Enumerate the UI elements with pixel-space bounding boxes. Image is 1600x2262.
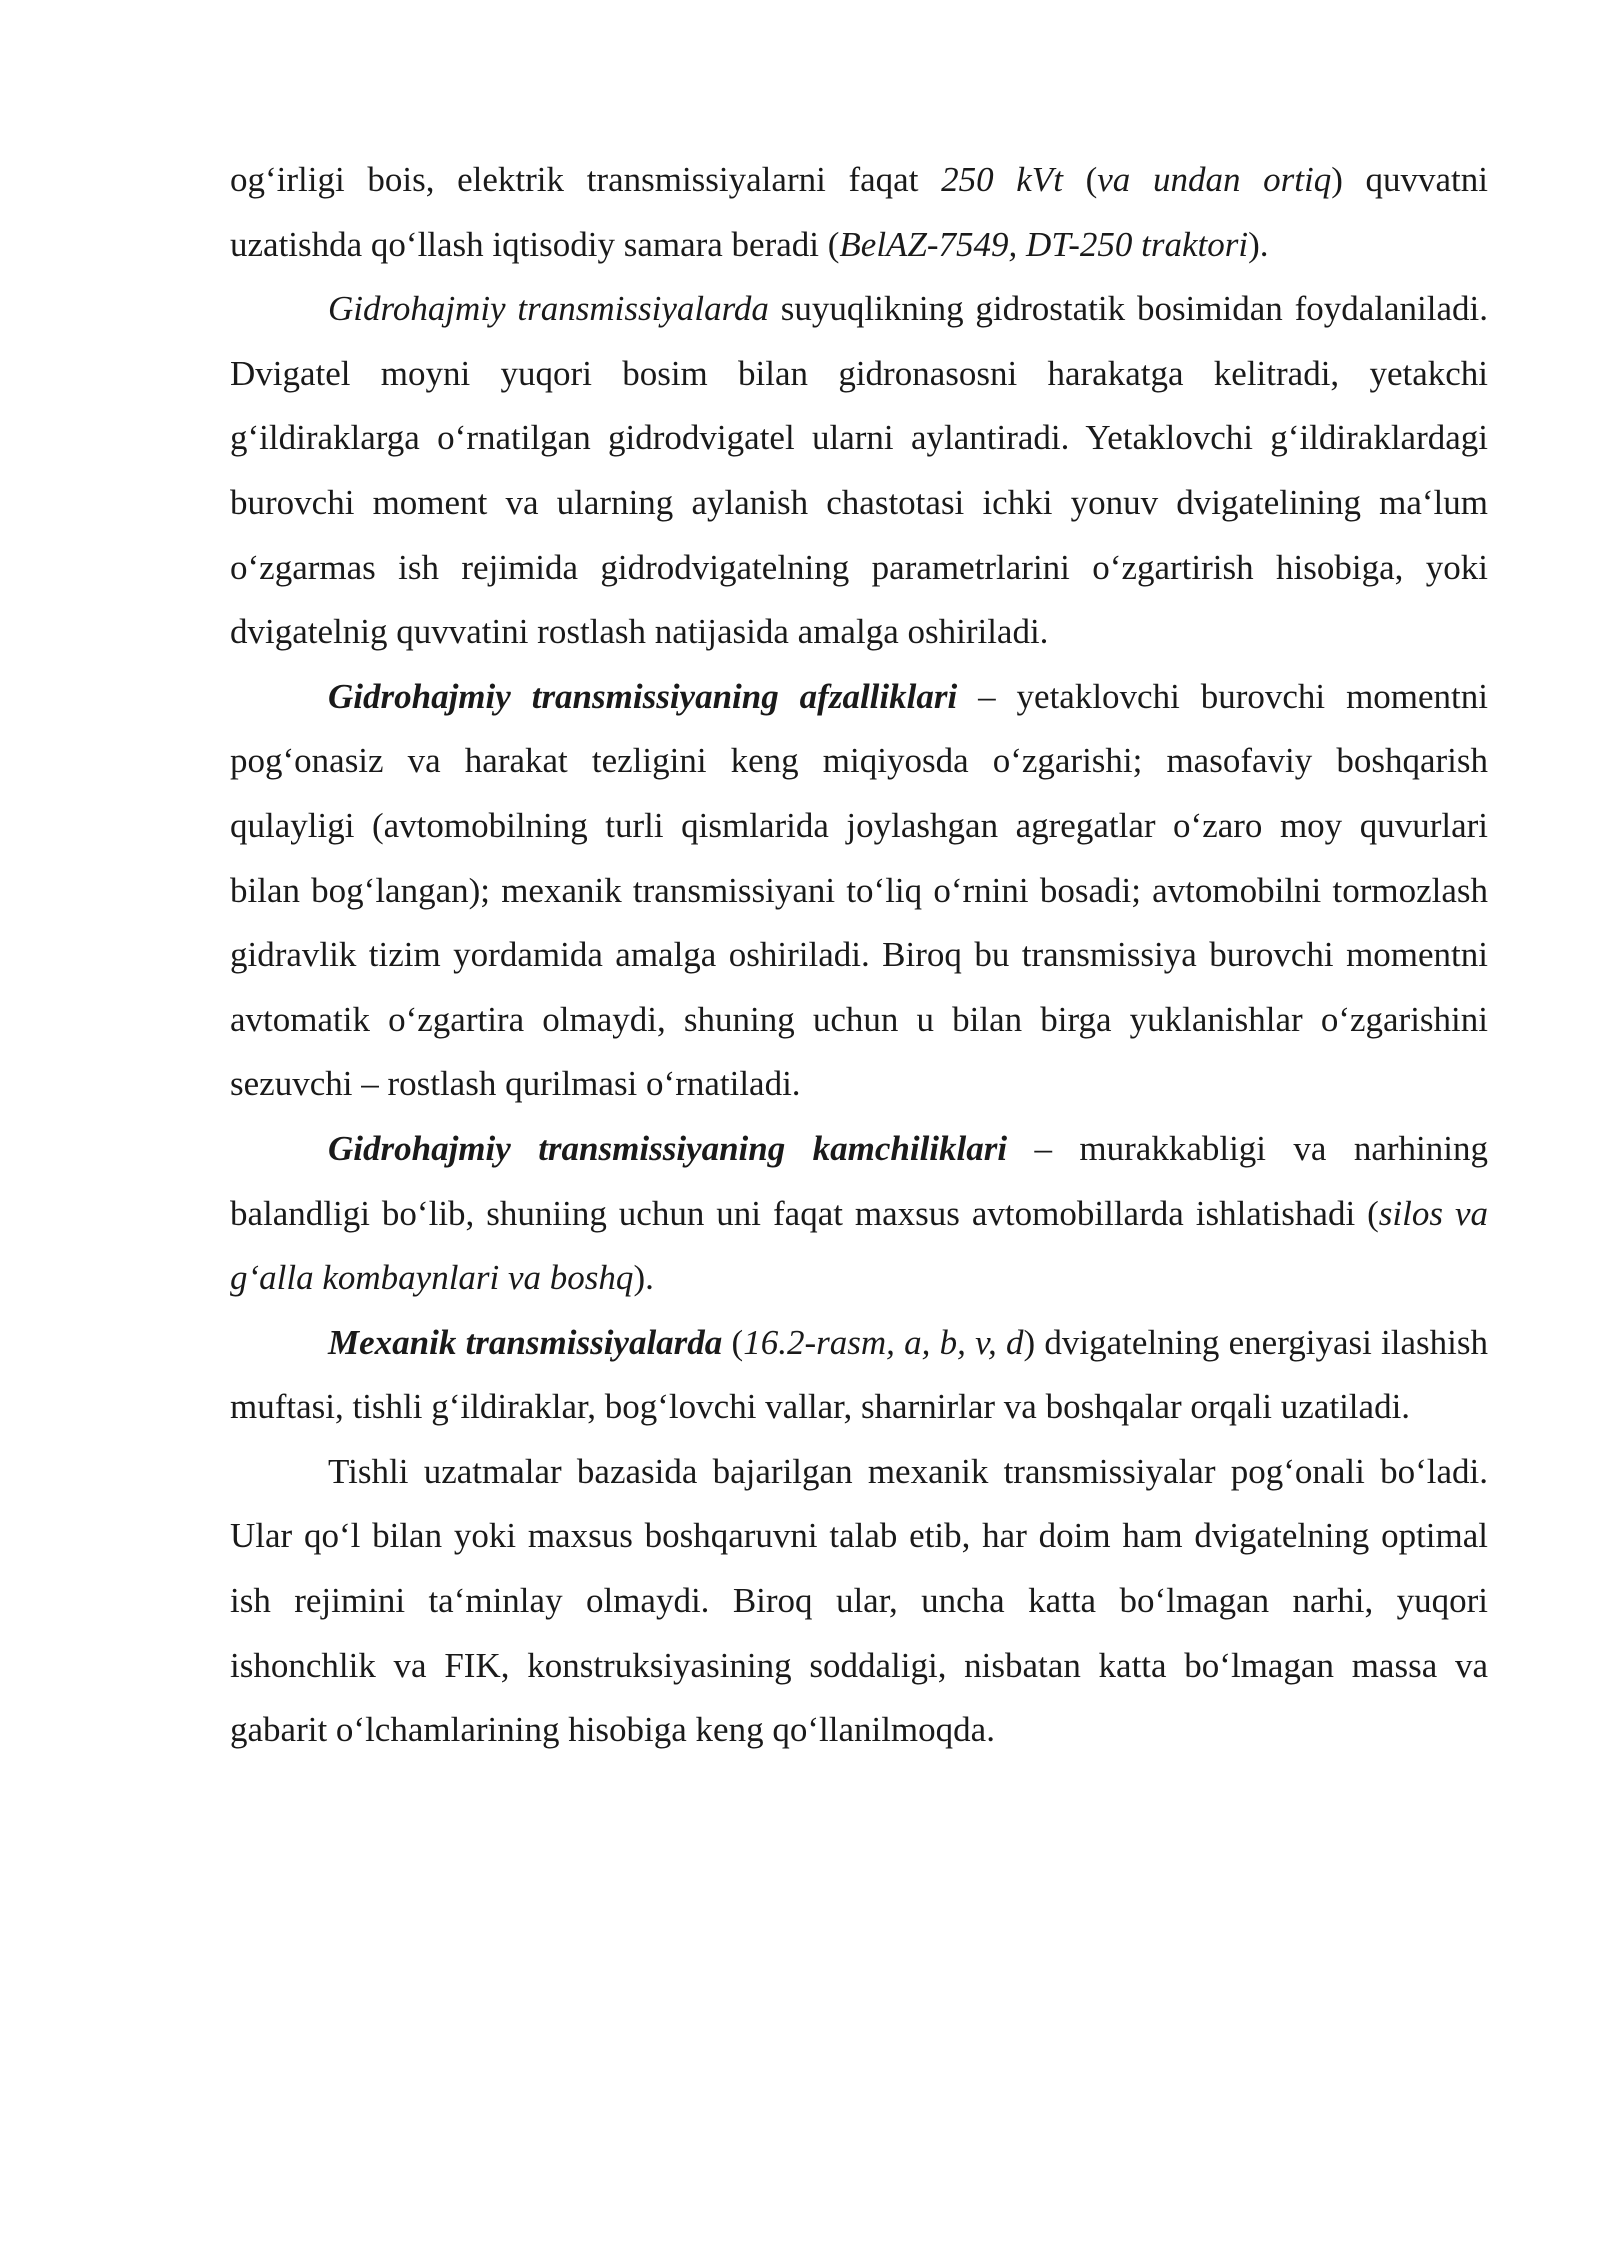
text-run: og‘irligi bois, elektrik transmissiyalarni faqat	[230, 160, 942, 199]
text-run: suyuqlikning gidrostatik bosimidan foydalaniladi. Dvigatel moyni yuqori bosim bilan gidronasosni harakatga kelitradi, yetakchi g‘ildiraklarga o‘rnatilgan gidrodvigatel ularni aylantiradi. Yetaklovchi g‘ildiraklardagi burovchi moment va ularning aylanish chastotasi ichki yonuv dvigatelining ma‘lum o‘zgarmas ish rejimida gidrodvigatelning parametrlarini o‘zgartirish hisobiga, yoki dvigatelnig quvvatini rostlash natijasida amalga oshiriladi.	[230, 289, 1489, 652]
text-run: (	[722, 1322, 744, 1362]
emphasis-run: 16.2-rasm, a, b, v, d	[743, 1322, 1024, 1362]
text-run: – yetaklovchi burovchi momentni pog‘onasiz va harakat tezligini keng miqiyosda o‘zgarishi; masofaviy boshqarish qulayligi (avtomobilning turli qismlarida joylashgan agregatlar o‘zaro moy quvurlari bilan bog‘langan); mexanik transmissiyani to‘liq o‘rnini bosadi; avtomobilni tormozlash gidravlik tizim yordamida amalga oshiriladi. Biroq bu transmissiya burovchi momentni avtomatik o‘zgartira olmaydi, shuning uchun u bilan birga yuklanishlar o‘zgarishini sezuvchi – rostlash qurilmasi o‘rnatiladi.	[230, 676, 1488, 1104]
text-run: ) dvigatelning energiyasi ilashish muftasi, tishli g‘ildiraklar, bog‘lovchi vallar, sharnirlar va boshqalar orqali uzatiladi.	[230, 1322, 1489, 1427]
text-body	[230, 148, 1488, 1763]
paragraph-3	[230, 665, 1488, 1117]
heading-term-run: Gidrohajmiy transmissiyaning afzalliklari	[328, 676, 958, 716]
paragraph-1	[230, 148, 1488, 277]
text-run: ).	[633, 1258, 654, 1298]
text-run: Tishli uzatmalar bazasida bajarilgan mexanik transmissiyalar pog‘onali bo‘ladi. Ular qo‘l bilan yoki maxsus boshqaruvni talab etib, har doim ham dvigatelning optimal ish rejimini ta‘minlay olmaydi. Biroq ular, uncha katta bo‘lmagan narhi, yuqori ishonchlik va FIK, konstruksiyasining soddaligi, nisbatan katta bo‘lmagan massa va gabarit o‘lchamlarining hisobiga keng qo‘llanilmoqda.	[230, 1451, 1488, 1750]
heading-term-run: Gidrohajmiy transmissiyaning kamchiliklari	[328, 1128, 1008, 1168]
text-run: ) quvvatni uzatishda qo‘llash iqtisodiy samara beradi (	[230, 160, 1489, 264]
text-run: ).	[1248, 224, 1269, 264]
text-run: (	[1062, 160, 1098, 199]
paragraph-6	[230, 1440, 1488, 1763]
emphasis-run: silos va g‘alla kombaynlari va boshq	[230, 1193, 1488, 1298]
paragraph-2	[230, 277, 1488, 665]
paragraph-4	[230, 1117, 1488, 1311]
paragraph-5	[230, 1311, 1488, 1440]
text-run: – murakkabligi va narhining balandligi bo‘lib, shuniing uchun uni faqat maxsus avtomobillarda ishlatishadi (	[230, 1128, 1489, 1233]
heading-term-run: Mexanik transmissiyalarda	[328, 1322, 723, 1362]
emphasis-run: 250 kVt	[941, 160, 1063, 199]
emphasis-run: va undan ortiq	[1097, 160, 1332, 199]
emphasis-run: BelAZ-7549, DT-250 traktori	[839, 224, 1249, 264]
term-run: Gidrohajmiy transmissiyalarda	[328, 289, 769, 329]
